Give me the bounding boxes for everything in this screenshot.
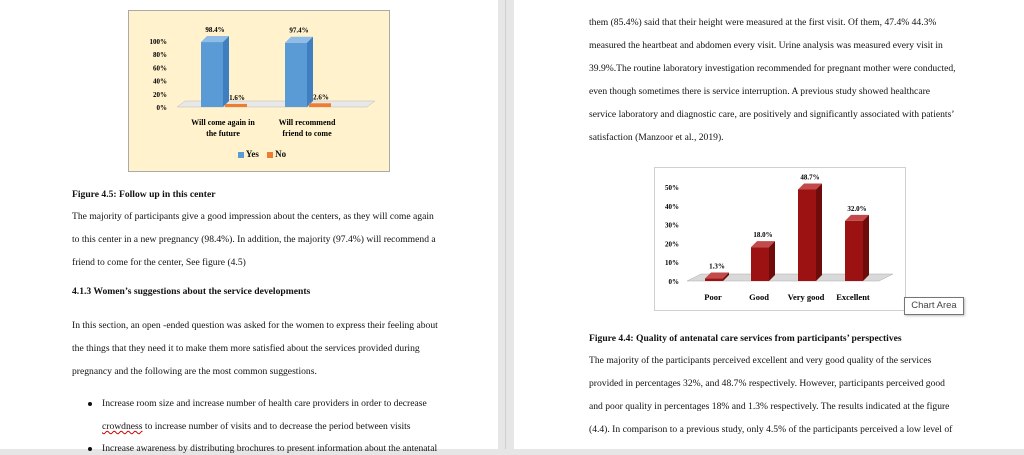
paragraph-line: and poor quality in percentages 18% and 1.3% respectively. The results indicated at the figure [589,401,950,412]
bar-side [863,215,869,281]
section-heading: 4.1.3 Women’s suggestions about the service developments [72,286,311,297]
paragraph-line: friend to come for the center, See figure (4.5) [72,257,246,268]
category-label: the future [206,129,240,138]
paragraph-line: pregnancy and the following are the most common suggestions. [72,366,317,377]
bullet-item-line: Increase room size and increase number of health care providers in order to decrease [102,398,427,409]
bar [705,279,723,281]
bullet-dot [88,447,92,451]
data-label: 1.3% [709,262,725,271]
paragraph-line: measured the heartbeat and abdomen every visit. Urine analysis was measured every visit in [589,40,943,51]
quality-chart[interactable] [654,167,906,311]
bullet-dot [88,402,92,406]
bar-yes [201,42,223,107]
figure-4-5-caption: Figure 4.5: Follow up in this center [72,189,216,200]
category-label: Excellent [836,292,870,302]
y-tick-label: 60% [153,64,167,73]
legend-yes-swatch [238,152,244,158]
paragraph-line: (4.4). In comparison to a previous study, only 4.5% of the participants perceived a low level of [589,424,953,435]
bullet-item-text: to increase number of visits and to decrease the period between visits [142,421,411,432]
y-tick-label: 80% [153,51,167,60]
y-tick-label: 20% [153,90,167,99]
category-label: Good [749,292,769,302]
chart-legend [129,149,389,159]
legend-no-swatch [267,152,273,158]
quality-chart-svg [655,168,905,310]
paragraph-line: The majority of the participants perceived excellent and very good quality of the services [589,355,932,366]
bar-yes-side [307,37,313,107]
bar [751,247,769,281]
y-tick-label: 30% [665,221,679,230]
paragraph-line: even though sometimes there is service interruption. A previous study showed healthcare [589,86,931,97]
data-label-no: 2.6% [313,93,329,102]
bar-side [769,241,775,281]
bar-yes [285,43,307,107]
legend-no-label: No [275,149,287,159]
bullet-item-line [102,421,411,433]
data-label-yes: 97.4% [289,26,309,35]
y-tick-label: 0% [668,278,679,286]
legend-yes-label: Yes [245,149,259,159]
bar-side [816,183,822,281]
paragraph-line: 39.9%.The routine laboratory investigation recommended for pregnant mother were conducted, [589,63,956,74]
data-label-no: 1.6% [229,93,245,102]
bar [798,189,816,281]
paragraph-line: provided in percentages 32%, and 48.7% respectively. However, participants perceived good [589,378,945,389]
y-tick-label: 40% [153,77,167,86]
page-gutter [498,0,514,449]
category-label: Will come again in [191,118,255,127]
bar-yes-side [223,36,229,107]
paragraph-line: them (85.4%) said that their height were measured at the first visit. Of them, 47.4% 44.3% [589,17,937,28]
chart-area-tooltip: Chart Area [904,297,964,315]
bar-no [309,103,331,107]
bar [845,221,863,281]
figure-4-4-caption: Figure 4.4: Quality of antenatal care services from participants’ perspectives [589,333,902,344]
category-label: Will recommend [278,118,336,127]
y-tick-label: 20% [665,240,679,249]
follow-up-chart-svg [129,11,389,171]
paragraph-line: the things that they need it to make them more satisfied about the services provided during [72,343,420,354]
spelling-error-word[interactable]: crowdness [102,421,143,432]
y-tick-label: 100% [149,38,167,46]
data-label: 32.0% [847,204,867,213]
category-label: Very good [787,292,825,302]
y-tick-label: 0% [156,104,167,112]
data-label: 48.7% [800,173,820,182]
paragraph-line: satisfaction (Manzoor et al., 2019). [589,132,724,143]
paragraph-line: to this center in a new pregnancy (98.4%). In addition, the majority (97.4%) will recommend a [72,234,436,245]
category-label: Poor [704,292,722,302]
data-label: 18.0% [753,231,773,240]
bar-no [225,104,247,107]
paragraph-line: The majority of participants give a good impression about the centers, as they will come again [72,211,434,222]
bullet-item-line: Increase awareness by distributing brochures to present information about the antenatal [102,443,438,454]
y-tick-label: 40% [665,202,679,211]
y-tick-label: 50% [665,184,679,192]
data-label-yes: 98.4% [205,26,225,35]
y-tick-label: 10% [665,259,679,268]
follow-up-chart[interactable] [128,10,390,172]
paragraph-line: service laboratory and diagnostic care, are positively and significantly associated with patients’ [589,109,955,120]
paragraph-line: In this section, an open -ended question was asked for the women to express their feeling about [72,320,438,331]
category-label: friend to come [282,129,332,138]
